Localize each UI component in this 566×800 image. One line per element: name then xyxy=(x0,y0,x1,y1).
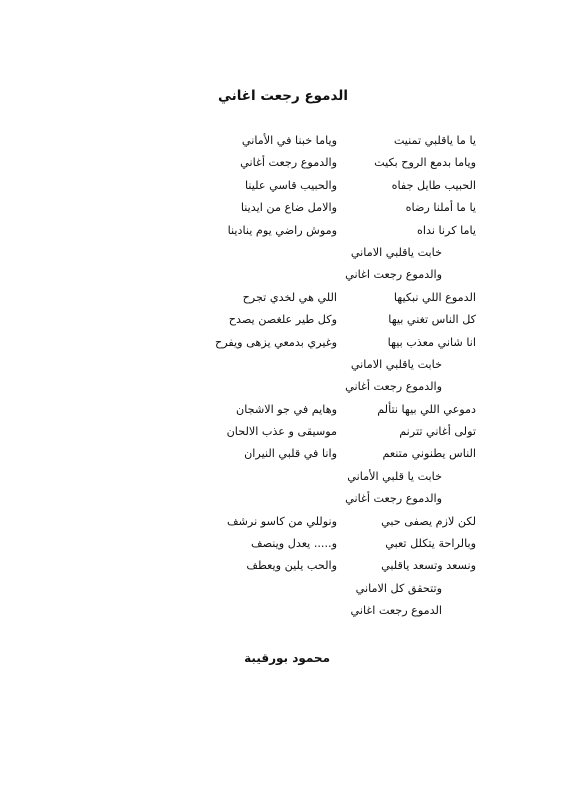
hemistich-first: والدموع رجعت أغاني xyxy=(345,492,442,506)
hemistich-second: وانا في قلبي النيران xyxy=(244,447,337,461)
hemistich-first: ونسعد وتسعد ياقلبي xyxy=(381,559,476,573)
hemistich-second: وكل طير علغصن يصدح xyxy=(228,313,337,327)
hemistich-second: ونوللي من كاسو نرشف xyxy=(226,514,337,528)
hemistich-first: تولى أغاني تترنم xyxy=(399,425,476,439)
hemistich-first: والدموع رجعت اغاني xyxy=(345,268,442,282)
verse-line xyxy=(0,559,566,581)
verse-line xyxy=(0,291,566,313)
verse-line xyxy=(0,447,566,469)
hemistich-first: انا شاني معذب بيها xyxy=(387,335,476,349)
author-name: محمود بورقيبة xyxy=(244,651,330,665)
refrain-line xyxy=(0,380,566,402)
hemistich-second: اللي هي لخدي تجرح xyxy=(242,290,337,304)
refrain-line xyxy=(0,246,566,268)
hemistich-second: والدموع رجعت أغاني xyxy=(240,156,337,170)
hemistich-first: الحبيب طايل جفاه xyxy=(391,178,476,192)
verse-line xyxy=(0,179,566,201)
hemistich-first: كل الناس تغني بيها xyxy=(388,313,476,327)
poem-title: الدموع رجعت اغاني xyxy=(218,88,348,104)
refrain-line xyxy=(0,604,566,626)
verse-line xyxy=(0,403,566,425)
hemistich-second: وياما خبنا في الأماني xyxy=(241,134,337,147)
hemistich-first: والدموع رجعت أغاني xyxy=(345,380,442,394)
hemistich-second: والامل ضاع من ايدينا xyxy=(240,201,337,215)
verse-line xyxy=(0,224,566,246)
refrain-line xyxy=(0,358,566,380)
refrain-line xyxy=(0,268,566,290)
hemistich-second: وموش راضي يوم ينادينا xyxy=(227,223,337,237)
hemistich-first: الدموع اللي نبكيها xyxy=(393,290,476,304)
hemistich-first: وتتحقق كل الاماني xyxy=(355,581,442,595)
hemistich-first: يا ما أملنا رضاه xyxy=(405,201,476,215)
verse-line xyxy=(0,336,566,358)
hemistich-first: دموعي اللي بيها نتألم xyxy=(377,402,476,416)
hemistich-first: الدموع رجعت اغاني xyxy=(350,604,442,618)
verse-line xyxy=(0,313,566,335)
hemistich-first: لكن لازم يصفى حبي xyxy=(381,514,476,528)
hemistich-first: وبالراحة يتكلل تعبي xyxy=(385,537,476,551)
verse-line xyxy=(0,425,566,447)
verse-line xyxy=(0,515,566,537)
hemistich-second: و..... يعدل وينصف xyxy=(251,537,337,551)
verse-line xyxy=(0,134,566,156)
hemistich-first: ياما كرنا نداه xyxy=(416,223,476,237)
verse-line xyxy=(0,156,566,178)
hemistich-first: الناس يطنوني متنعم xyxy=(382,447,476,461)
hemistich-second: والحبيب قاسي علينا xyxy=(245,178,337,192)
hemistich-first: خابت ياقلبي الاماني xyxy=(350,245,442,259)
poem-body xyxy=(0,134,566,627)
refrain-line xyxy=(0,582,566,604)
hemistich-second: والحب يلين ويعطف xyxy=(246,559,337,573)
verse-line xyxy=(0,537,566,559)
refrain-line xyxy=(0,492,566,514)
refrain-line xyxy=(0,470,566,492)
hemistich-first: وياما بدمع الروح بكيت xyxy=(374,156,476,170)
hemistich-first: خابت يا قلبي الأماني xyxy=(347,469,442,483)
hemistich-second: وغيري بدمعي يزهى ويفرح xyxy=(214,335,337,349)
hemistich-first: يا ما ياقلبي تمنيت xyxy=(393,134,476,147)
verse-line xyxy=(0,201,566,223)
hemistich-first: خابت ياقلبي الاماني xyxy=(350,357,442,371)
hemistich-second: وهايم في جو الاشجان xyxy=(235,402,337,416)
hemistich-second: موسيقى و عذب الالحان xyxy=(226,425,337,439)
